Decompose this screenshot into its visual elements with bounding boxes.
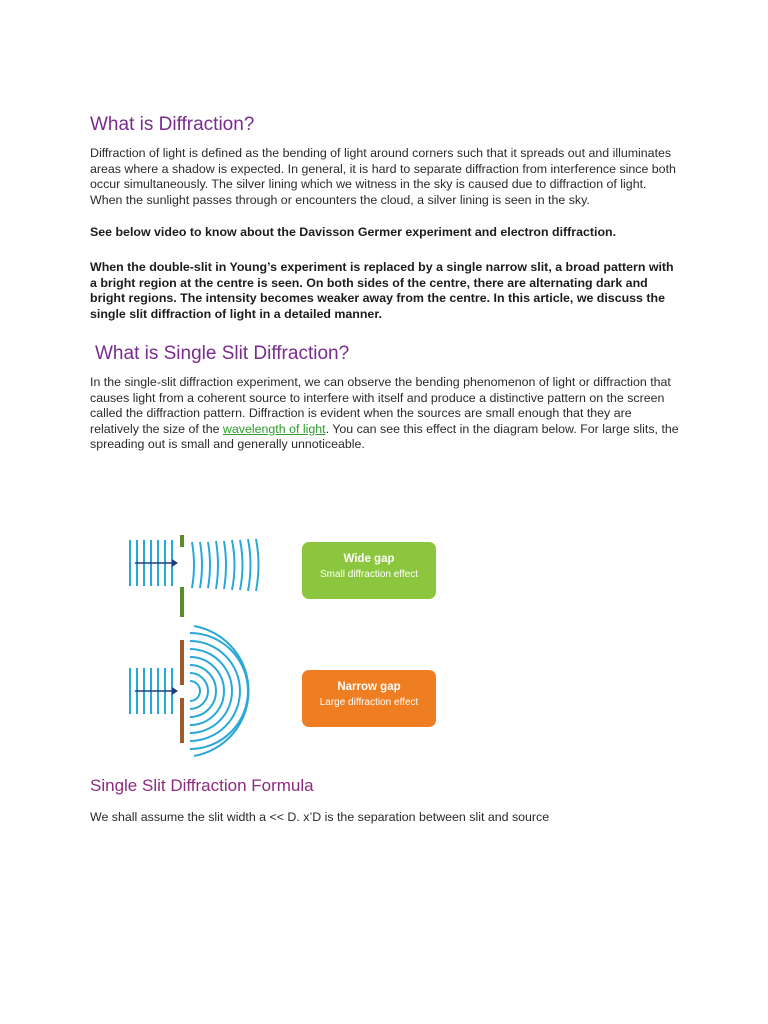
- wide-barrier-bottom: [180, 587, 184, 617]
- diffraction-definition-paragraph: Diffraction of light is defined as the bending of light around corners such that it spreads out and illuminates areas where a shadow is expected. In general, it is hard to separate diffraction from interference since both occur simultaneously. The silver lining which we witness in the sky is caused due to diffraction of light. When the sunlight passes through or encounters the cloud, a silver lining is seen in the sky.: [90, 146, 676, 207]
- narrow-gap-badge: [302, 670, 436, 727]
- wide-arrow-head: [172, 559, 178, 567]
- wide-gap-badge: [302, 542, 436, 599]
- wide-gap-subtitle: Small diffraction effect: [319, 569, 418, 580]
- narrow-barrier-top: [180, 640, 184, 685]
- narrow-outgoing-waves: [190, 626, 249, 756]
- narrow-gap-title: Narrow gap: [337, 681, 401, 693]
- single-slit-text-after-link: . You can see this effect in the diagram below. For large slits, the spreading out is small and generally unnoticeable.: [90, 421, 679, 452]
- diffraction-diagram: [120, 530, 450, 760]
- single-slit-paragraph: [90, 375, 680, 453]
- single-slit-intro-paragraph: When the double-slit in Young’s experiment is replaced by a single narrow slit, a broad pattern with a bright region at the centre is seen. On both sides of the centre, there are alternating dark and bright regions. The intensity becomes weaker away from the centre. In this article, we discuss the single slit diffraction of light in a detailed manner.: [90, 260, 674, 321]
- wide-barrier-top: [180, 535, 184, 547]
- narrow-gap-subtitle: Large diffraction effect: [319, 697, 419, 708]
- wide-outgoing-waves: [192, 539, 259, 591]
- wavelength-of-light-link[interactable]: wavelength of light: [222, 421, 326, 436]
- heading-what-is-diffraction: What is Diffraction?: [90, 114, 255, 135]
- wide-gap-title: Wide gap: [343, 553, 395, 565]
- video-note: See below video to know about the Davisson Germer experiment and electron diffraction.: [90, 225, 617, 239]
- narrow-barrier-bottom: [180, 698, 184, 743]
- formula-assumption-paragraph: We shall assume the slit width a << D. x’D is the separation between slit and source: [90, 810, 550, 824]
- heading-single-slit-formula: Single Slit Diffraction Formula: [90, 776, 314, 795]
- heading-single-slit-diffraction: What is Single Slit Diffraction?: [95, 343, 350, 364]
- narrow-arrow-head: [172, 687, 178, 695]
- single-slit-text-before-link: In the single-slit diffraction experiment, we can observe the bending phenomenon of light or diffraction that causes light from a coherent source to interfere with itself and produce a distinctive pattern on the screen called the diffraction pattern. Diffraction is evident when the sources are small enough that they are relatively the size of the: [90, 375, 671, 436]
